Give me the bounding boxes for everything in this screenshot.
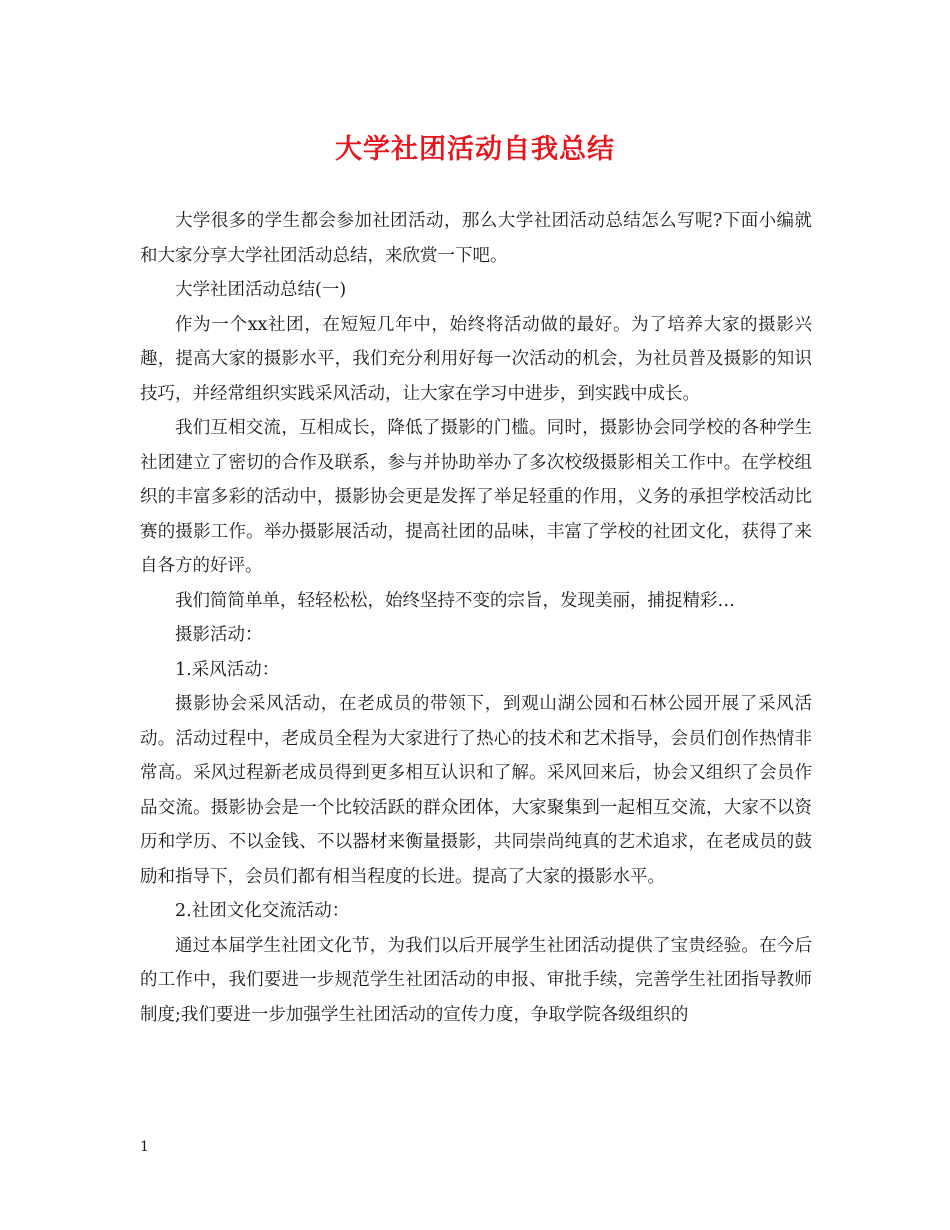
paragraph-exchange: 我们互相交流，互相成长，降低了摄影的门槛。同时，摄影协会同学校的各种学生社团建立了密切的合作及联系，参与并协助举办了多次校级摄影相关工作中。在学校组织的丰富多彩的活动中，摄影协会更是发挥了举足轻重的作用，义务的承担学校活动比赛的摄影工作。举办摄影展活动，提高社团的品味，丰富了学校的社团文化，获得了来自各方的好评。 xyxy=(140,418,812,576)
subheading-field-trip: 1.采风活动： xyxy=(175,659,280,680)
paragraph-field-trip: 摄影协会采风活动，在老成员的带领下，到观山湖公园和石林公园开展了采风活动。活动过程中，老成员全程为大家进行了热心的技术和艺术指导，会员们创作热情非常高。采风过程新老成员得到更多相互认识和了解。采风回来后，协会又组织了会员作品交流。摄影协会是一个比较活跃的群众团体，大家聚集到一起相互交流，大家不以资历和学历、不以金钱、不以器材来衡量摄影，共同崇尚纯真的艺术追求，在老成员的鼓励和指导下，会员们都有相当程度的长进。提高了大家的摄影水平。 xyxy=(140,694,812,887)
paragraph-motto: 我们简简单单，轻轻松松，始终坚持不变的宗旨，发现美丽，捕捉精彩… xyxy=(175,590,735,611)
paragraph-club-overview: 作为一个xx社团，在短短几年中，始终将活动做的最好。为了培养大家的摄影兴趣，提高大家的摄影水平，我们充分利用好每一次活动的机会，为社员普及摄影的知识技巧，并经常组织实践采风活动，让大家在学习中进步，到实践中成长。 xyxy=(140,314,812,404)
page-number: 1 xyxy=(140,1139,149,1155)
paragraph-culture-exchange: 通过本届学生社团文化节，为我们以后开展学生社团活动提供了宝贵经验。在今后的工作中，我们要进一步规范学生社团活动的申报、审批手续，完善学生社团指导教师制度;我们要进一步加强学生社团活动的宣传力度，争取学院各级组织的 xyxy=(140,935,812,1025)
section-heading-photo-activities: 摄影活动： xyxy=(175,625,263,645)
paragraph-intro: 大学很多的学生都会参加社团活动，那么大学社团活动总结怎么写呢?下面小编就和大家分享大学社团活动总结，来欣赏一下吧。 xyxy=(140,211,812,266)
section-heading-summary-one: 大学社团活动总结(一) xyxy=(175,280,347,300)
subheading-culture-exchange: 2.社团文化交流活动： xyxy=(175,901,350,921)
document-title: 大学社团活动自我总结 xyxy=(335,134,615,165)
document-body xyxy=(140,204,812,1032)
